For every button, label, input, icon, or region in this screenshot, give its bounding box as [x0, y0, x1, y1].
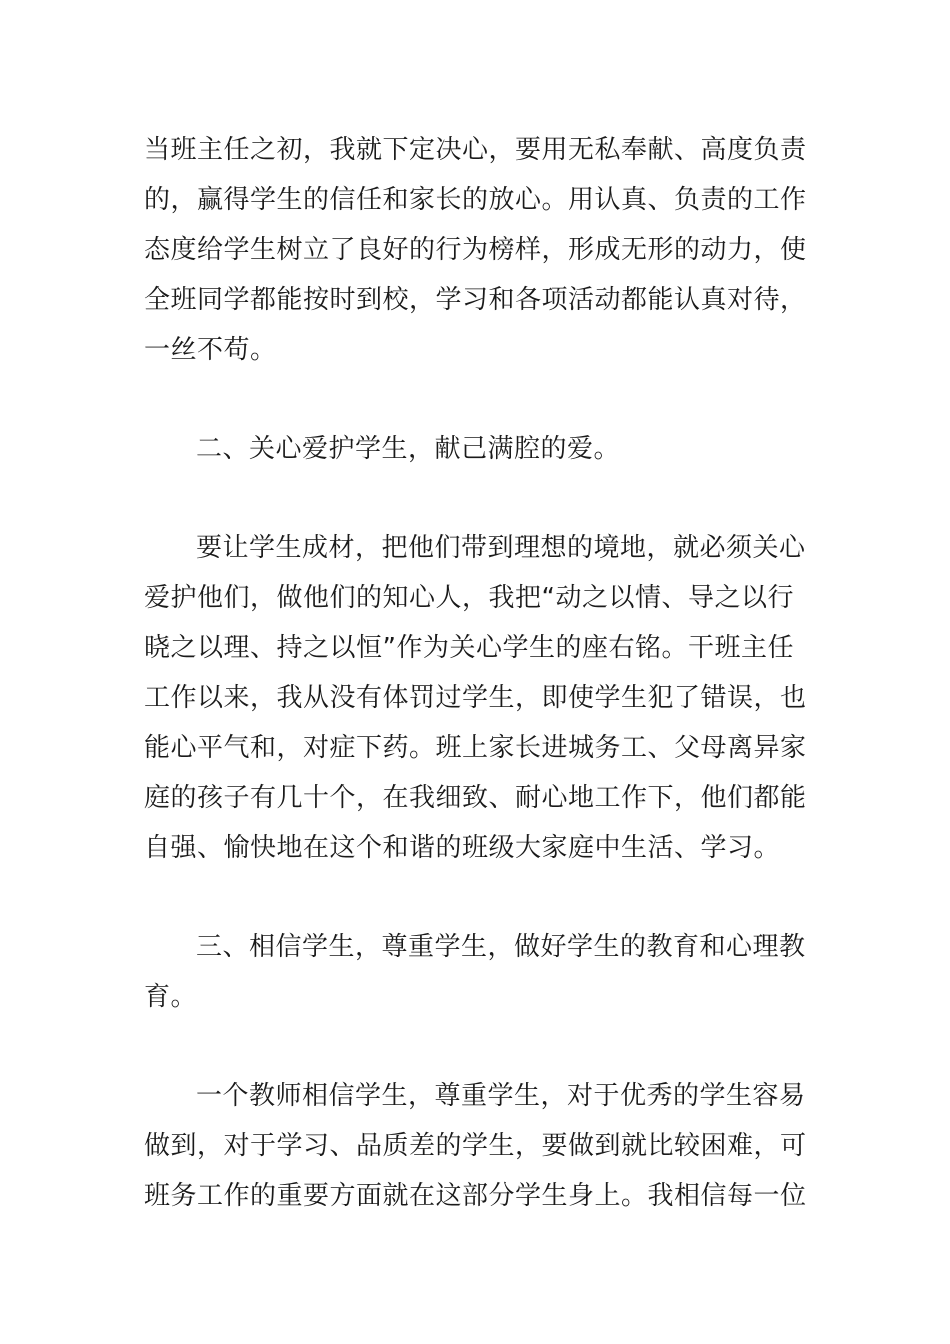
text-line: 工作以来，我从没有体罚过学生，即使学生犯了错误，也 — [144, 683, 807, 713]
text-line: 一丝不苟。 — [144, 335, 277, 365]
text-line: 全班同学都能按时到校，学习和各项活动都能认真对待， — [144, 285, 807, 315]
text-line: 晓之以理、持之以恒”作为关心学生的座右铭。干班主任 — [144, 633, 794, 663]
text-line: 当班主任之初，我就下定决心，要用无私奉献、高度负责 — [144, 135, 807, 165]
text-line: 能心平气和，对症下药。班上家长进城务工、父母离异家 — [144, 733, 807, 763]
text-line: 态度给学生树立了良好的行为榜样，形成无形的动力，使 — [144, 235, 807, 265]
text-line: 自强、愉快地在这个和谐的班级大家庭中生活、学习。 — [144, 833, 781, 863]
section-heading: 三、相信学生，尊重学生，做好学生的教育和心理教 — [196, 932, 806, 962]
text-line: 班务工作的重要方面就在这部分学生身上。我相信每一位 — [144, 1181, 807, 1211]
section-heading-continued: 育。 — [144, 982, 198, 1012]
text-line: 要让学生成材，把他们带到理想的境地，就必须关心 — [196, 533, 806, 563]
text-line: 庭的孩子有几十个，在我细致、耐心地工作下，他们都能 — [144, 783, 807, 813]
text-line: 一个教师相信学生，尊重学生，对于优秀的学生容易 — [196, 1081, 806, 1111]
text-line: 做到，对于学习、品质差的学生，要做到就比较困难，可 — [144, 1131, 807, 1161]
text-line: 爱护他们，做他们的知心人，我把“动之以情、导之以行 — [144, 583, 794, 613]
section-heading: 二、关心爱护学生，献己满腔的爱。 — [196, 434, 621, 464]
text-line: 的，赢得学生的信任和家长的放心。用认真、负责的工作 — [144, 185, 807, 215]
